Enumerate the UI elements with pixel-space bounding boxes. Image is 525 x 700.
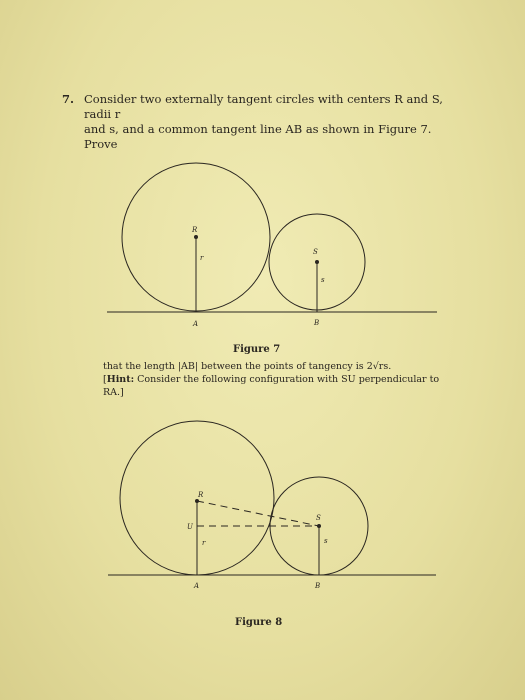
fig7-label-S: S [313, 248, 318, 256]
problem-number: 7. [62, 92, 75, 106]
fig8-label-U: U [187, 523, 193, 531]
statement-line-1: that the length |AB| between the points of tangency is 2√rs. [103, 361, 392, 372]
statement-line-2 [103, 373, 463, 386]
figure-8 [0, 418, 525, 603]
fig8-center-R [195, 499, 199, 503]
hint-text: Consider the following configuration with SU perpendicular to [137, 374, 440, 385]
fig8-label-A: A [194, 582, 200, 590]
proof-statement [103, 360, 463, 399]
fig8-label-B: B [315, 582, 321, 590]
figure-7 [0, 150, 525, 340]
fig8-center-S [317, 524, 321, 528]
fig7-label-R: R [192, 226, 198, 234]
fig8-segment-RS [197, 501, 319, 526]
fig8-label-R: R [198, 491, 204, 499]
fig7-label-A: A [193, 320, 199, 328]
fig7-label-r: r [200, 254, 204, 262]
figure-8-caption: Figure 8 [235, 617, 283, 628]
problem-line-1: Consider two externally tangent circles with centers R and S, radii r [84, 92, 443, 121]
fig8-label-r: r [202, 539, 206, 547]
fig8-label-S: S [316, 514, 321, 522]
hint-label: Hint: [106, 374, 135, 385]
hint-bracket: [ [103, 374, 107, 385]
problem-line-2: and s, and a common tangent line AB as shown in Figure 7. Prove [84, 122, 432, 151]
fig7-label-B: B [314, 319, 320, 327]
figure-7-caption: Figure 7 [233, 344, 281, 355]
statement-line-3: RA.] [103, 387, 124, 398]
fig8-label-s: s [324, 537, 328, 545]
fig7-center-S [315, 260, 319, 264]
fig7-label-s: s [321, 276, 325, 284]
fig7-center-R [194, 235, 198, 239]
